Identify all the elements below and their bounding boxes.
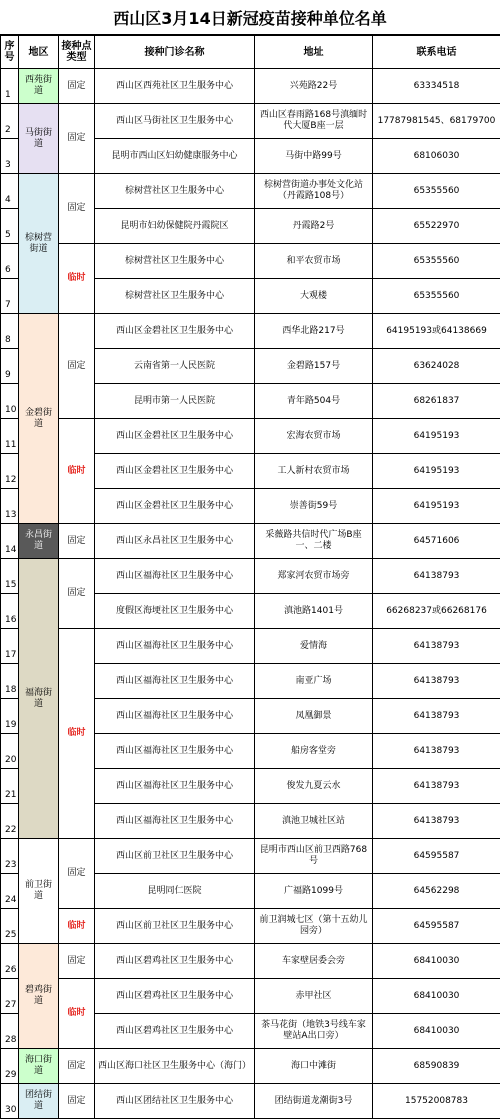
row-index: 21: [1, 769, 19, 804]
clinic-name: 西山区金碧社区卫生服务中心: [95, 419, 255, 454]
clinic-phone: 63334518: [373, 69, 500, 104]
table-row: [1, 1084, 500, 1119]
clinic-phone: 64138793: [373, 769, 500, 804]
clinic-address: 丹霞路2号: [255, 209, 373, 244]
clinic-name: 西山区永昌社区卫生服务中心: [95, 524, 255, 559]
row-index: 8: [1, 314, 19, 349]
table-header: [1, 36, 500, 69]
clinic-address: 工人新村农贸市场: [255, 454, 373, 489]
clinic-phone: 64195193: [373, 419, 500, 454]
clinic-phone: 64562298: [373, 874, 500, 909]
clinic-phone: 65355560: [373, 244, 500, 279]
table-row: [1, 174, 500, 209]
clinic-address: 昆明市西山区前卫西路768号: [255, 839, 373, 874]
clinic-name: 西山区福海社区卫生服务中心: [95, 664, 255, 699]
clinic-address: 采薇路共信时代广场B座一、二楼: [255, 524, 373, 559]
clinic-phone: 68590839: [373, 1049, 500, 1084]
clinic-phone: 64195193: [373, 454, 500, 489]
clinic-phone: 68410030: [373, 979, 500, 1014]
clinic-address: 海口中滩街: [255, 1049, 373, 1084]
table-row: [1, 244, 500, 279]
clinic-address: 宏海农贸市场: [255, 419, 373, 454]
region-cell: 马街街道: [19, 104, 59, 174]
clinic-name: 西山区马街社区卫生服务中心: [95, 104, 255, 139]
clinic-address: 爱情海: [255, 629, 373, 664]
table-row: [1, 314, 500, 349]
row-index: 13: [1, 489, 19, 524]
row-index: 30: [1, 1084, 19, 1119]
type-temporary: 临时: [59, 244, 95, 314]
clinic-address: 广福路1099号: [255, 874, 373, 909]
type-fixed: 固定: [59, 524, 95, 559]
row-index: 9: [1, 349, 19, 384]
clinic-address: 滇池卫城社区站: [255, 804, 373, 839]
row-index: 16: [1, 594, 19, 629]
clinic-name: 西山区福海社区卫生服务中心: [95, 699, 255, 734]
clinic-address: 马街中路99号: [255, 139, 373, 174]
table-row: [1, 1049, 500, 1084]
region-cell: 金碧街道: [19, 314, 59, 524]
table-row: [1, 559, 500, 594]
clinic-name: 度假区海埂社区卫生服务中心: [95, 594, 255, 629]
clinic-address: 凤凰御景: [255, 699, 373, 734]
clinic-name: 西山区金碧社区卫生服务中心: [95, 489, 255, 524]
row-index: 6: [1, 244, 19, 279]
type-fixed: 固定: [59, 174, 95, 244]
clinic-name: 西山区福海社区卫生服务中心: [95, 804, 255, 839]
clinic-address: 车家壁居委会旁: [255, 944, 373, 979]
row-index: 14: [1, 524, 19, 559]
clinic-phone: 15752008783: [373, 1084, 500, 1119]
type-temporary: 临时: [59, 909, 95, 944]
clinic-name: 西山区碧鸡社区卫生服务中心: [95, 979, 255, 1014]
row-index: 1: [1, 69, 19, 104]
row-index: 27: [1, 979, 19, 1014]
header-phone: 联系电话: [373, 36, 500, 69]
clinic-address: 团结街道龙潮街3号: [255, 1084, 373, 1119]
clinic-name: 棕树营社区卫生服务中心: [95, 279, 255, 314]
clinic-name: 西山区海口社区卫生服务中心（海门）: [95, 1049, 255, 1084]
clinic-name: 云南省第一人民医院: [95, 349, 255, 384]
clinic-phone: 64138793: [373, 734, 500, 769]
clinic-phone: 64138793: [373, 664, 500, 699]
vaccination-table: [0, 35, 500, 1119]
clinic-address: 南亚广场: [255, 664, 373, 699]
clinic-address: 棕树营街道办事处文化站（丹霞路108号）: [255, 174, 373, 209]
clinic-address: 和平农贸市场: [255, 244, 373, 279]
clinic-phone: 68261837: [373, 384, 500, 419]
clinic-address: 大观楼: [255, 279, 373, 314]
clinic-name: 西山区金碧社区卫生服务中心: [95, 454, 255, 489]
type-fixed: 固定: [59, 314, 95, 419]
clinic-phone: 64595587: [373, 909, 500, 944]
row-index: 7: [1, 279, 19, 314]
row-index: 17: [1, 629, 19, 664]
table-row: [1, 69, 500, 104]
type-fixed: 固定: [59, 559, 95, 629]
clinic-name: 西山区碧鸡社区卫生服务中心: [95, 944, 255, 979]
row-index: 18: [1, 664, 19, 699]
clinic-address: 前卫润城七区（第十五幼儿园旁）: [255, 909, 373, 944]
table-row: [1, 944, 500, 979]
header-type: 接种点类型: [59, 36, 95, 69]
row-index: 28: [1, 1014, 19, 1049]
row-index: 5: [1, 209, 19, 244]
row-index: 22: [1, 804, 19, 839]
type-fixed: 固定: [59, 1084, 95, 1119]
table-row: [1, 104, 500, 139]
clinic-name: 昆明市妇幼保健院丹霞院区: [95, 209, 255, 244]
clinic-address: 西华北路217号: [255, 314, 373, 349]
clinic-phone: 68410030: [373, 944, 500, 979]
row-index: 11: [1, 419, 19, 454]
clinic-address: 西山区春雨路168号滇缅时代大厦B座一层: [255, 104, 373, 139]
clinic-name: 西山区福海社区卫生服务中心: [95, 734, 255, 769]
row-index: 15: [1, 559, 19, 594]
row-index: 19: [1, 699, 19, 734]
clinic-name: 西山区前卫社区卫生服务中心: [95, 839, 255, 874]
clinic-address: 青年路504号: [255, 384, 373, 419]
region-cell: 福海街道: [19, 559, 59, 839]
clinic-name: 昆明市西山区妇幼健康服务中心: [95, 139, 255, 174]
table-row: [1, 839, 500, 874]
type-fixed: 固定: [59, 69, 95, 104]
clinic-name: 西山区团结社区卫生服务中心: [95, 1084, 255, 1119]
type-temporary: 临时: [59, 629, 95, 839]
table-body: [1, 69, 500, 1119]
clinic-phone: 64195193或64138669: [373, 314, 500, 349]
table-row: [1, 909, 500, 944]
region-cell: 西苑街道: [19, 69, 59, 104]
type-temporary: 临时: [59, 419, 95, 524]
clinic-address: 滇池路1401号: [255, 594, 373, 629]
row-index: 23: [1, 839, 19, 874]
row-index: 3: [1, 139, 19, 174]
clinic-name: 西山区福海社区卫生服务中心: [95, 769, 255, 804]
type-fixed: 固定: [59, 104, 95, 174]
region-cell: 棕树营街道: [19, 174, 59, 314]
clinic-name: 西山区西苑社区卫生服务中心: [95, 69, 255, 104]
table-row: [1, 629, 500, 664]
region-cell: 团结街道: [19, 1084, 59, 1119]
header-address: 地址: [255, 36, 373, 69]
row-index: 12: [1, 454, 19, 489]
clinic-phone: 17787981545、68179700: [373, 104, 500, 139]
header-index: 序号: [1, 36, 19, 69]
row-index: 4: [1, 174, 19, 209]
table-row: [1, 524, 500, 559]
clinic-phone: 64195193: [373, 489, 500, 524]
type-temporary: 临时: [59, 979, 95, 1049]
clinic-address: 俊发九夏云水: [255, 769, 373, 804]
clinic-phone: 63624028: [373, 349, 500, 384]
clinic-phone: 64595587: [373, 839, 500, 874]
clinic-phone: 65355560: [373, 174, 500, 209]
header-region: 地区: [19, 36, 59, 69]
clinic-name: 西山区前卫社区卫生服务中心: [95, 909, 255, 944]
clinic-phone: 65355560: [373, 279, 500, 314]
type-fixed: 固定: [59, 839, 95, 909]
type-fixed: 固定: [59, 1049, 95, 1084]
row-index: 2: [1, 104, 19, 139]
clinic-name: 昆明市第一人民医院: [95, 384, 255, 419]
clinic-name: 棕树营社区卫生服务中心: [95, 244, 255, 279]
sheet-title: 西山区3月14日新冠疫苗接种单位名单: [0, 0, 500, 35]
clinic-name: 昆明同仁医院: [95, 874, 255, 909]
table-row: [1, 979, 500, 1014]
clinic-phone: 64138793: [373, 804, 500, 839]
type-fixed: 固定: [59, 944, 95, 979]
clinic-phone: 66268237或66268176: [373, 594, 500, 629]
clinic-name: 西山区碧鸡社区卫生服务中心: [95, 1014, 255, 1049]
clinic-name: 西山区福海社区卫生服务中心: [95, 629, 255, 664]
clinic-phone: 65522970: [373, 209, 500, 244]
region-cell: 海口街道: [19, 1049, 59, 1084]
clinic-name: 棕树营社区卫生服务中心: [95, 174, 255, 209]
clinic-phone: 64138793: [373, 559, 500, 594]
clinic-name: 西山区金碧社区卫生服务中心: [95, 314, 255, 349]
clinic-address: 兴苑路22号: [255, 69, 373, 104]
region-cell: 前卫街道: [19, 839, 59, 944]
clinic-phone: 64138793: [373, 629, 500, 664]
row-index: 25: [1, 909, 19, 944]
header-clinic: 接种门诊名称: [95, 36, 255, 69]
row-index: 24: [1, 874, 19, 909]
row-index: 29: [1, 1049, 19, 1084]
header-row: [1, 36, 500, 69]
clinic-address: 赤甲社区: [255, 979, 373, 1014]
clinic-address: 船房客堂旁: [255, 734, 373, 769]
clinic-address: 崇善街59号: [255, 489, 373, 524]
clinic-phone: 68410030: [373, 1014, 500, 1049]
region-cell: 碧鸡街道: [19, 944, 59, 1049]
region-cell: 永昌街道: [19, 524, 59, 559]
clinic-name: 西山区福海社区卫生服务中心: [95, 559, 255, 594]
row-index: 26: [1, 944, 19, 979]
clinic-address: 郑家河农贸市场旁: [255, 559, 373, 594]
row-index: 20: [1, 734, 19, 769]
row-index: 10: [1, 384, 19, 419]
clinic-phone: 64138793: [373, 699, 500, 734]
clinic-address: 茶马花街（地铁3号线车家壁站A出口旁）: [255, 1014, 373, 1049]
clinic-address: 金碧路157号: [255, 349, 373, 384]
clinic-phone: 64571606: [373, 524, 500, 559]
table-row: [1, 419, 500, 454]
clinic-phone: 68106030: [373, 139, 500, 174]
